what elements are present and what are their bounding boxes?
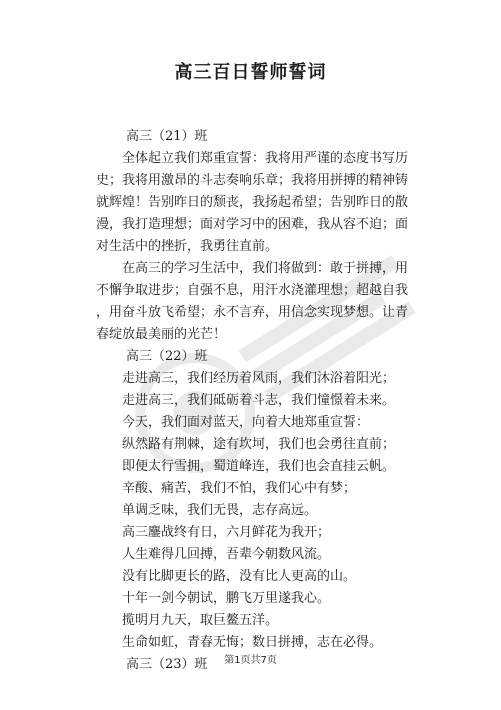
text-line: 单调乏味，我们无畏，志存高远。 <box>122 503 318 518</box>
text-line: 辛酸、痛苦，我们不怕，我们心中有梦； <box>122 481 357 496</box>
text-line: 走进高三，我们经历着风雨，我们沐浴着阳光； <box>122 371 396 386</box>
text-line: 全体起立我们郑重宣誓：我将用严谨的态度书写历 <box>122 151 409 166</box>
text-line: 对生活中的挫折，我勇往直前。 <box>96 239 279 254</box>
text-line: 十年一剑今朝试，鹏飞万里遂我心。 <box>122 591 331 606</box>
text-line: 春绽放最美丽的光芒！ <box>96 327 227 342</box>
document-body <box>96 126 441 676</box>
text-line: 纵然路有荆棘，途有坎坷，我们也会勇往直前； <box>122 437 396 452</box>
text-line: 人生难得几回搏，吾辈今朝数风流。 <box>122 547 331 562</box>
text-line: 即便太行雪拥，蜀道峰连，我们也会直挂云帆。 <box>122 459 396 474</box>
text-line: 就辉煌！告别昨日的颓丧，我扬起希望；告别昨日的散 <box>96 195 409 210</box>
text-line: ，用奋斗放飞希望；永不言弃，用信念实现梦想。让青 <box>96 305 409 320</box>
section-heading: 高三（23）班 <box>126 657 208 672</box>
text-line: 高三鏖战终有日，六月鲜花为我开； <box>122 525 331 540</box>
text-line: 走进高三，我们砥砺着斗志，我们憧憬着未来。 <box>122 393 396 408</box>
text-line: 在高三的学习生活中，我们将做到：敢于拼搏，用 <box>122 261 409 276</box>
text-line: 生命如虹，青春无悔；数日拼搏，志在必得。 <box>122 635 383 650</box>
text-line: 今天，我们面对蓝天，向着大地郑重宣誓： <box>122 415 370 430</box>
text-line: 不懈争取进步；自强不息，用汗水浇灌理想；超越自我 <box>96 283 409 298</box>
section-heading: 高三（22）班 <box>126 349 208 364</box>
text-line: 没有比脚更长的路，没有比人更高的山。 <box>122 569 357 584</box>
document-title: 高三百日誓师誓词 <box>174 62 327 83</box>
section-heading: 高三（21）班 <box>126 129 208 144</box>
text-line: 揽明月九天，取巨鳌五洋。 <box>122 613 279 628</box>
text-line: 史；我将用激昂的斗志奏响乐章；我将用拼搏的精神铸 <box>96 173 409 188</box>
text-line: 漫，我打造理想；面对学习中的困难，我从容不迫；面 <box>96 217 409 232</box>
page-footer: 第1页共7页 <box>224 655 277 666</box>
